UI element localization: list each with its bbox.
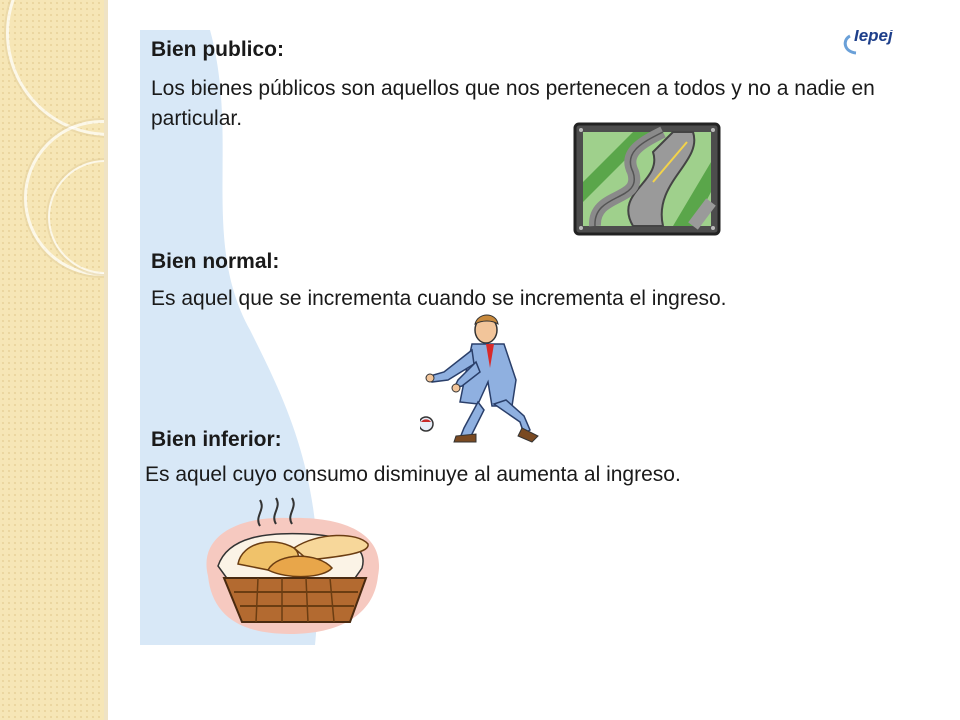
strip-edge xyxy=(104,0,108,720)
logo-text: Iepej xyxy=(854,30,893,45)
text-bien-normal: Es aquel que se incrementa cuando se incrementa el ingreso. xyxy=(151,287,727,310)
text-bien-inferior: Es aquel cuyo consumo disminuye al aumenta al ingreso. xyxy=(145,463,681,486)
text-bien-publico: Los bienes públicos son aquellos que nos pertenecen a todos y no a nadie en particular. xyxy=(151,77,875,130)
heading-bien-inferior: Bien inferior: xyxy=(151,428,282,451)
highway-interchange-icon xyxy=(573,122,721,236)
decorative-side-strip xyxy=(0,0,104,720)
slide-content xyxy=(140,30,906,645)
heading-bien-normal: Bien normal: xyxy=(151,250,280,273)
decorative-ring xyxy=(6,0,104,136)
heading-bien-publico: Bien publico: xyxy=(151,38,284,61)
businessman-bowling-icon xyxy=(420,310,550,444)
bread-basket-icon xyxy=(198,496,388,636)
